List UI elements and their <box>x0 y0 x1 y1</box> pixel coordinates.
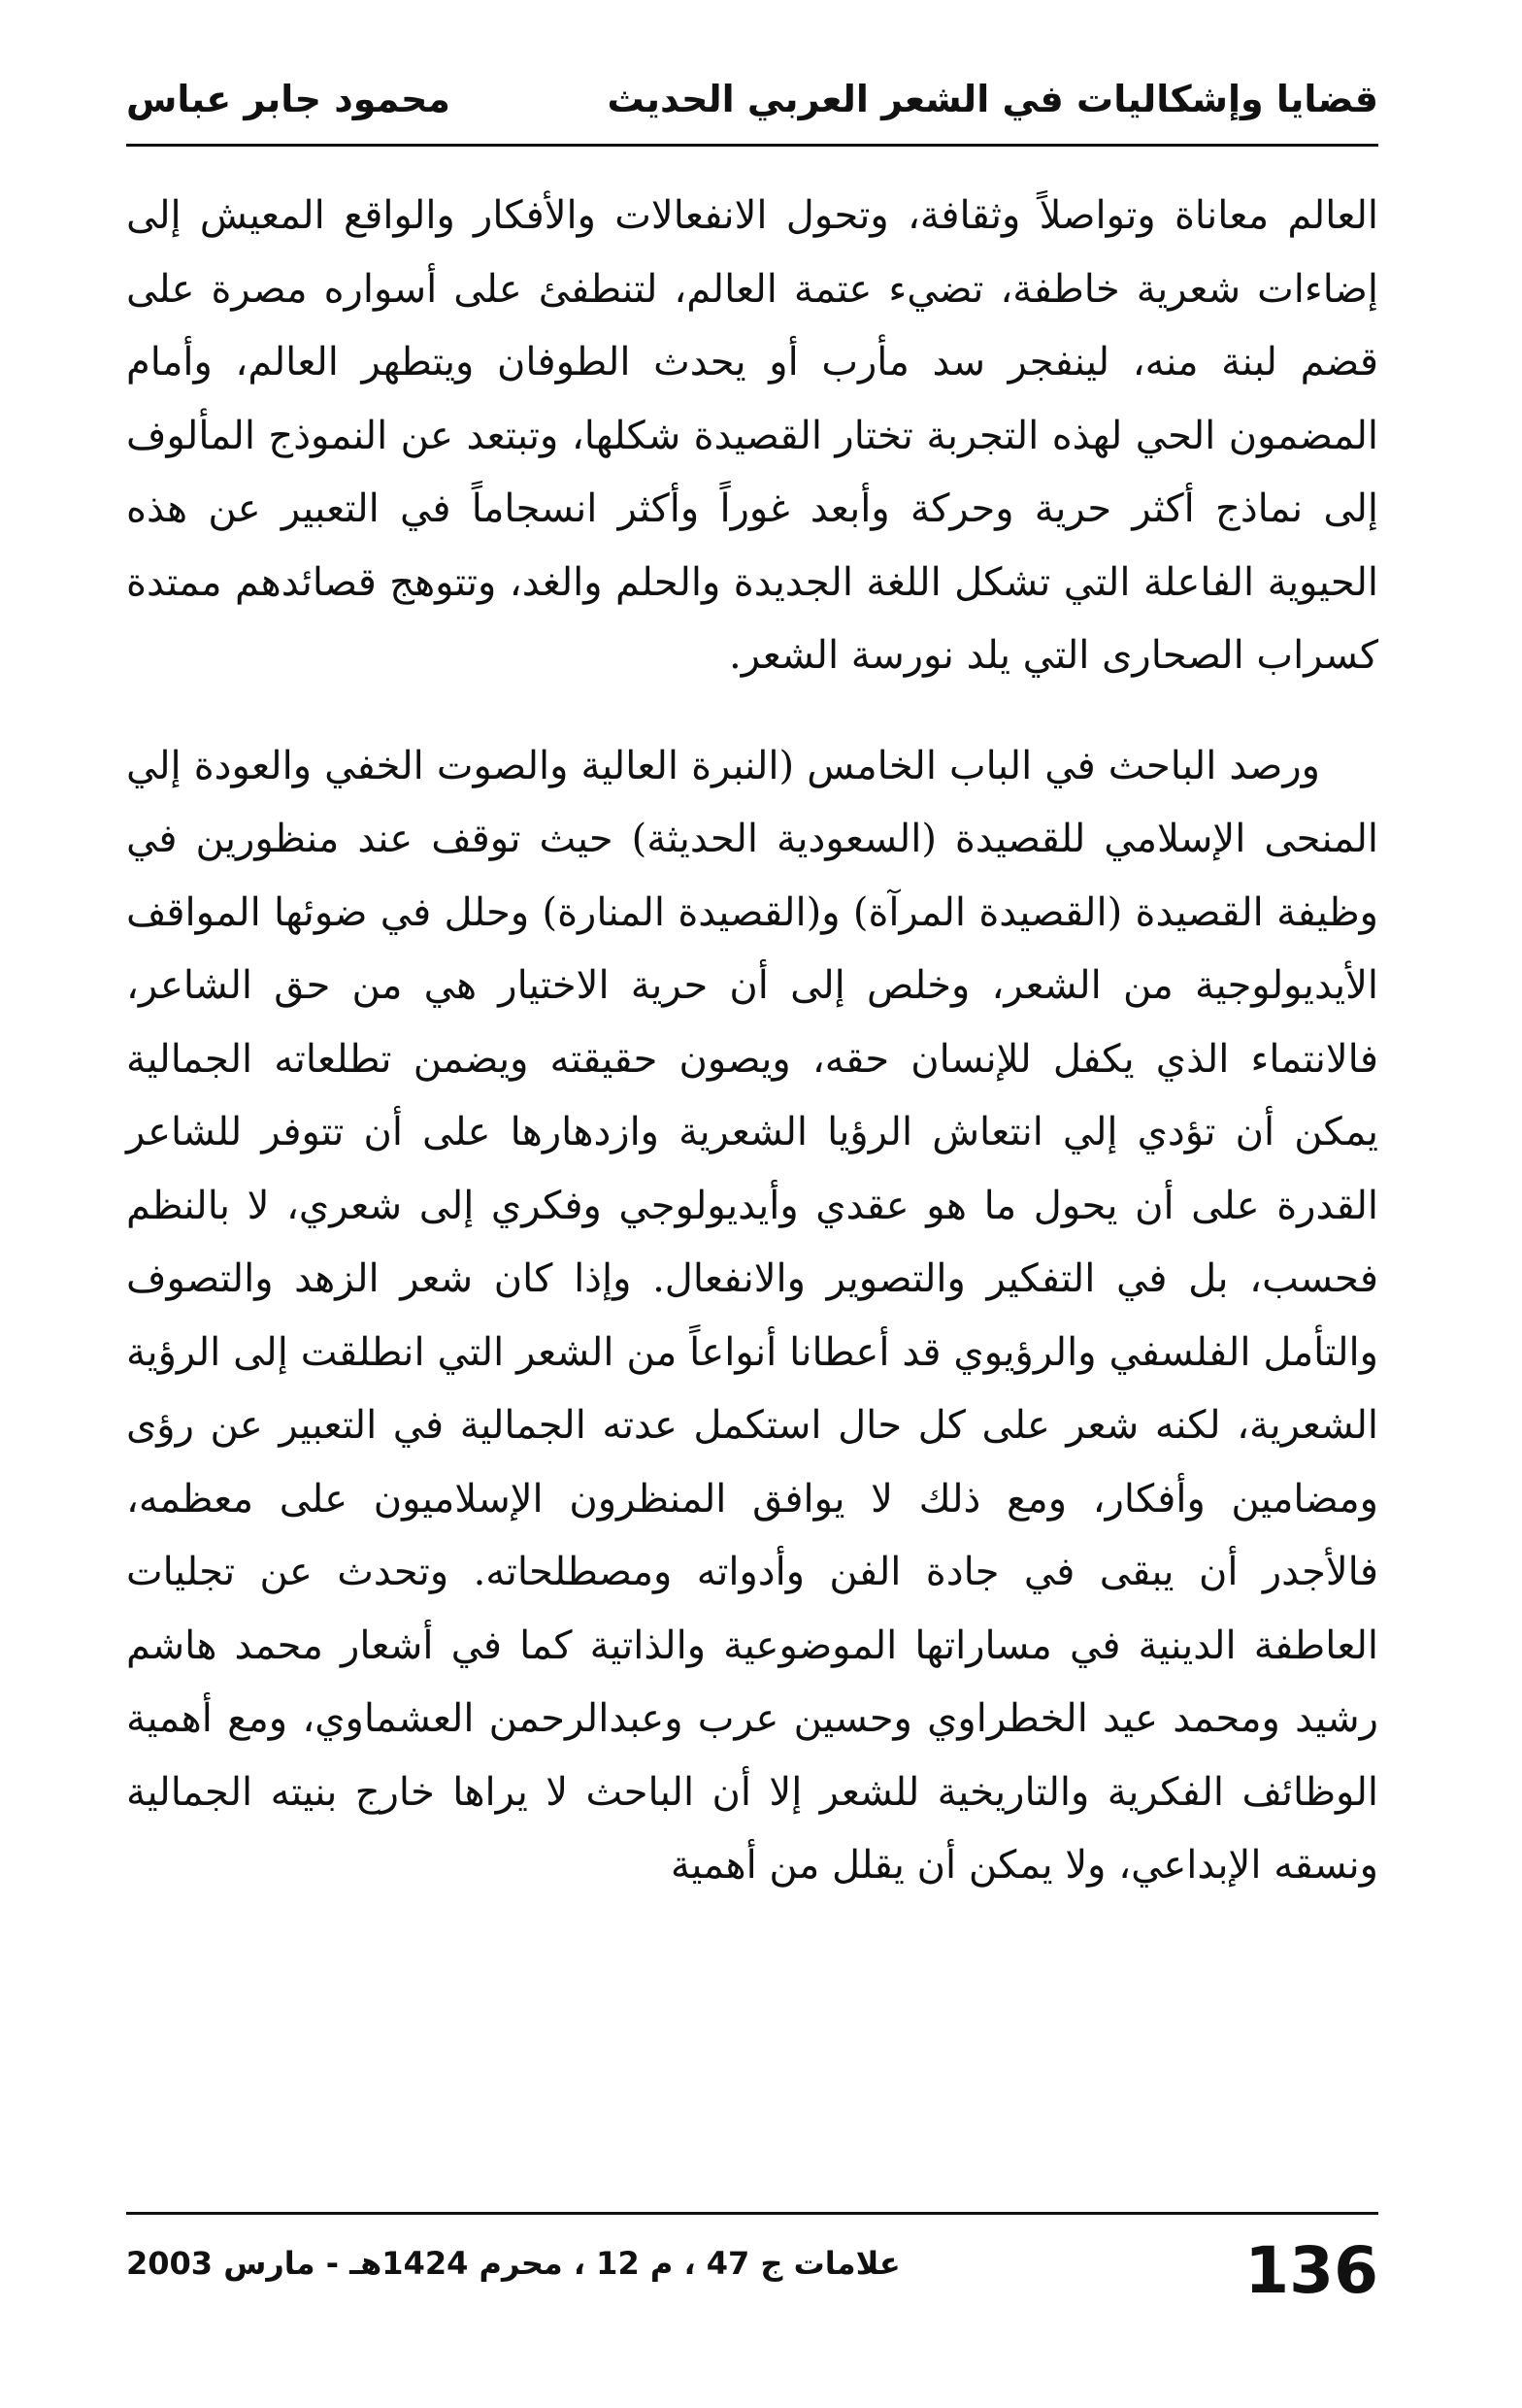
body-text <box>126 180 1378 1903</box>
paragraph-1: العالم معاناة وتواصلاً وثقافة، وتحول الانفعالات والأفكار والواقع المعيش إلى إضاءات شعرية خاطفة، تضيء عتمة العالم، لتنطفئ على أسواره مصرة على قضم لبنة منه، لينفجر سد مأرب أو يحدث الطوفان ويتطهر العالم، وأمام المضمون الحي لهذه التجربة تختار القصيدة شكلها، وتبتعد عن النموذج المألوف إلى نماذج أكثر حرية وحركة وأبعد غوراً وأكثر انسجاماً في التعبير عن هذه الحيوية الفاعلة التي تشكل اللغة الجديدة والحلم والغد، وتتوهج قصائدهم ممتدة كسراب الصحارى التي يلد نورسة الشعر. <box>126 193 1378 678</box>
running-header-author: محمود جابر عباس <box>126 78 450 120</box>
running-header-title: قضايا وإشكاليات في الشعر العربي الحديث <box>607 78 1378 120</box>
journal-issue-info: علامات ج 47 ، م 12 ، محرم 1424هـ - مارس 2003 <box>126 2245 901 2282</box>
page-footer <box>126 2224 1378 2330</box>
footer-rule <box>126 2212 1378 2215</box>
paragraph-2: ورصد الباحث في الباب الخامس (النبرة العالية والصوت الخفي والعودة إلي المنحى الإسلامي للقصيدة (السعودية الحديثة) حيث توقف عند منظورين في وظيفة القصيدة (القصيدة المرآة) و(القصيدة المنارة) وحلل في ضوئها المواقف الأيديولوجية من الشعر، وخلص إلى أن حرية الاختيار هي من حق الشاعر، فالانتماء الذي يكفل للإنسان حقه، ويصون حقيقته ويضمن تطلعاته الجمالية يمكن أن تؤدي إلي انتعاش الرؤيا الشعرية وازدهارها على أن تتوفر للشاعر القدرة على أن يحول ما هو عقدي وأيديولوجي وفكري إلى شعري، لا بالنظم فحسب، بل في التفكير والتصوير والانفعال. وإذا كان شعر الزهد والتصوف والتأمل الفلسفي والرؤيوي قد أعطانا أنواعاً من الشعر التي انطلقت إلى الرؤية الشعرية، لكنه شعر على كل حال استكمل عدته الجمالية في التعبير عن رؤى ومضامين وأفكار، ومع ذلك لا يوافق المنظرون الإسلاميون على معظمه، فالأجدر أن يبقى في جادة الفن وأدواته ومصطلحاته. وتحدث عن تجليات العاطفة الدينية في مساراتها الموضوعية والذاتية كما في أشعار محمد هاشم رشيد ومحمد عيد الخطراوي وحسين عرب وعبدالرحمن العشماوي، ومع أهمية الوظائف الفكرية والتاريخية للشعر إلا أن الباحث لا يراها خارج بنيته الجمالية ونسقه الإبداعي، ولا يمكن أن يقلل من أهمية <box>126 743 1378 1888</box>
header-rule <box>126 144 1378 147</box>
running-header <box>126 68 1378 136</box>
page-number: 136 <box>1244 2233 1378 2308</box>
